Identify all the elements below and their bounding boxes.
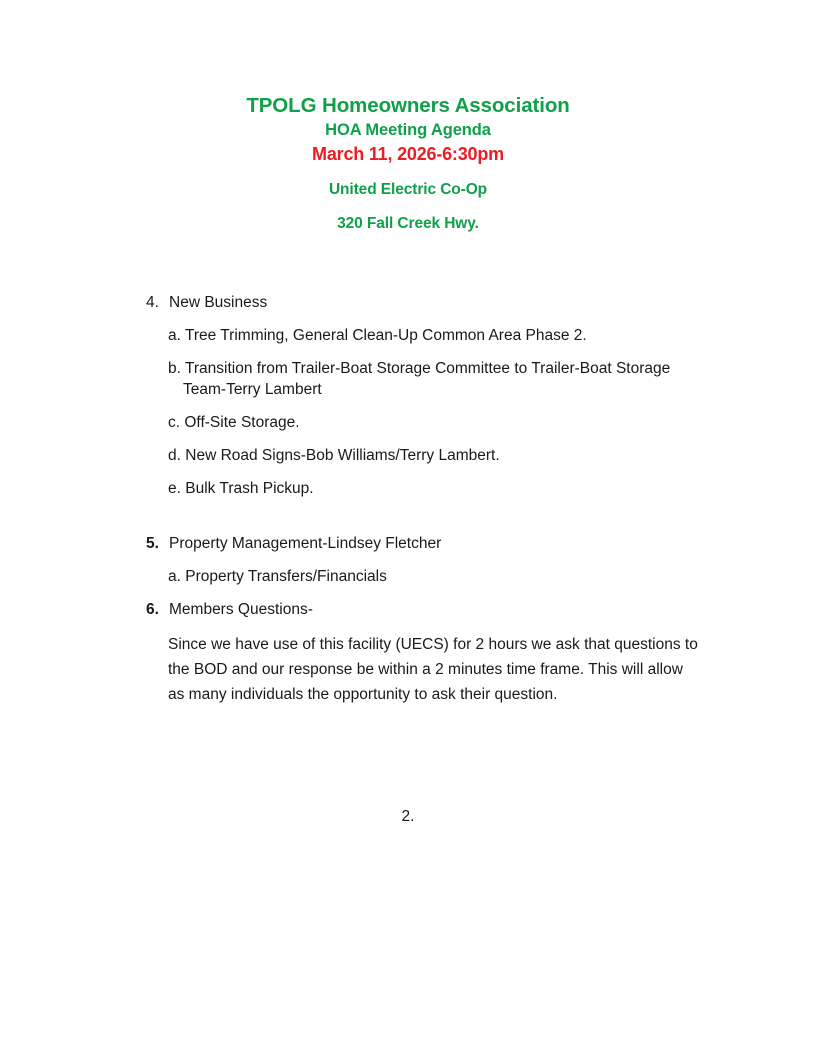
agenda-item-4-title: New Business bbox=[169, 294, 268, 311]
members-questions-paragraph: Since we have use of this facility (UECS) for 2 hours we ask that questions to the BOD and our response be within a 2 minutes time frame. This will allow as many individuals the opportunity to ask their question. bbox=[168, 636, 698, 703]
page-number: 2. bbox=[401, 808, 415, 825]
agenda-item-4c-marker: c. bbox=[168, 414, 181, 431]
agenda-item-4e-marker: e. bbox=[168, 480, 181, 497]
agenda-item-4-marker: 4. bbox=[146, 294, 159, 311]
agenda-item-4d-text: New Road Signs-Bob Williams/Terry Lambert. bbox=[185, 447, 500, 464]
agenda-item-4b-marker: b. bbox=[168, 360, 181, 377]
agenda-item-5a-text: Property Transfers/Financials bbox=[185, 568, 387, 585]
agenda-item-4a-text: Tree Trimming, General Clean-Up Common Area Phase 2. bbox=[184, 327, 587, 344]
agenda-item-6-title: Members Questions- bbox=[169, 601, 313, 618]
agenda-item-4e bbox=[168, 478, 688, 499]
agenda-item-4b-text: Transition from Trailer-Boat Storage Committee to Trailer-Boat Storage Team-Terry Lambert bbox=[183, 360, 671, 398]
agenda-item-4c bbox=[168, 412, 688, 433]
document-subtitle: HOA Meeting Agenda bbox=[325, 121, 491, 139]
agenda-item-5a bbox=[168, 566, 688, 587]
agenda-item-6 bbox=[146, 599, 706, 620]
agenda-item-4a bbox=[168, 325, 688, 346]
meeting-venue: United Electric Co-Op bbox=[328, 181, 488, 198]
meeting-address: 320 Fall Creek Hwy. bbox=[337, 215, 479, 232]
agenda-item-4c-text: Off-Site Storage. bbox=[184, 414, 300, 431]
agenda-item-4e-text: Bulk Trash Pickup. bbox=[185, 480, 314, 497]
agenda-body bbox=[146, 292, 706, 707]
agenda-item-4 bbox=[146, 292, 706, 313]
agenda-item-4a-marker: a. bbox=[168, 327, 181, 344]
agenda-item-6-marker: 6. bbox=[146, 601, 159, 618]
agenda-item-5a-marker: a. bbox=[168, 568, 181, 585]
agenda-item-4d-marker: d. bbox=[168, 447, 181, 464]
agenda-item-5-marker: 5. bbox=[146, 535, 159, 552]
agenda-spacer bbox=[146, 511, 706, 533]
organization-title: TPOLG Homeowners Association bbox=[246, 94, 570, 117]
document-header bbox=[0, 92, 816, 235]
agenda-item-4d bbox=[168, 445, 688, 466]
agenda-item-4b bbox=[168, 358, 683, 400]
agenda-item-5-title: Property Management-Lindsey Fletcher bbox=[169, 535, 442, 552]
agenda-item-5 bbox=[146, 533, 706, 554]
meeting-date-time: March 11, 2026-6:30pm bbox=[312, 144, 504, 164]
